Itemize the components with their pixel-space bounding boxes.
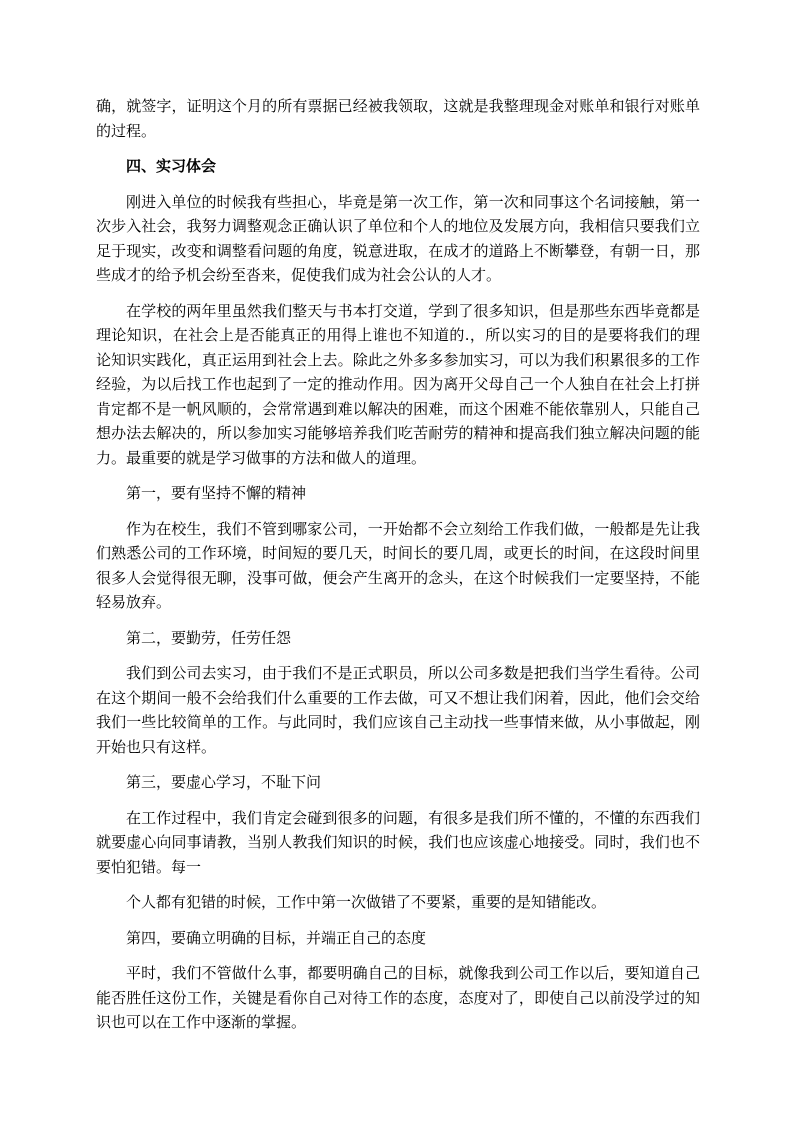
paragraph-6: 个人都有犯错的时候，工作中第一次做错了不要紧，重要的是知错能改。 (126, 893, 607, 911)
section-heading: 四、实习体会 (126, 157, 217, 175)
paragraph-3: 作为在校生，我们不管到哪家公司，一开始都不会立刻给工作我们做，一般都是先让我们熟悉公司的工作环境，时间短的要几天，时间长的要几周，或更长的时间，在这段时间里很多人会觉得很无聊，没事可做，便会产生离开的念头，在这个时候我们一定要坚持，不能轻易放弃。 (96, 519, 700, 611)
document-page (96, 94, 700, 1035)
subheading-1: 第一，要有坚持不懈的精神 (126, 484, 307, 502)
subheading-4: 第四，要确立明确的目标，并端正自己的态度 (126, 928, 427, 947)
paragraph-4: 我们到公司去实习，由于我们不是正式职员，所以公司多数是把我们当学生看待。公司在这个期间一般不会给我们什么重要的工作去做，可又不想让我们闲着，因此，他们会交给我们一些比较简单的工作。与此同时，我们应该自己主动找一些事情来做，从小事做起，刚开始也只有这样。 (96, 664, 700, 756)
paragraph-5: 在工作过程中，我们肯定会碰到很多的问题，有很多是我们所不懂的，不懂的东西我们就要虚心向同事请教，当别人教我们知识的时候，我们也应该虚心地接受。同时，我们也不要怕犯错。每一 (96, 808, 700, 876)
paragraph-intro: 确，就签字，证明这个月的所有票据已经被我领取，这就是我整理现金对账单和银行对账单的过程。 (96, 97, 700, 140)
subheading-3: 第三，要虚心学习，不耻下问 (126, 773, 322, 791)
paragraph-7: 平时，我们不管做什么事，都要明确自己的目标，就像我到公司工作以后，要知道自己能否胜任这份工作，关键是看你自己对待工作的态度，态度对了，即使自己以前没学过的知识也可以在工作中逐渐的掌握。 (96, 964, 700, 1031)
subheading-2: 第二，要勤劳，任劳任怨 (126, 628, 292, 647)
paragraph-1: 刚进入单位的时候我有些担心，毕竟是第一次工作，第一次和同事这个名词接触，第一次步入社会，我努力调整观念正确认识了单位和个人的地位及发展方向，我相信只要我们立足于现实，改变和调整看问题的角度，锐意进取，在成才的道路上不断攀登，有朝一日，那些成才的给予机会纷至沓来，促使我们成为社会公认的人才。 (96, 192, 700, 284)
paragraph-2: 在学校的两年里虽然我们整天与书本打交道，学到了很多知识，但是那些东西毕竟都是理论知识，在社会上是否能真正的用得上谁也不知道的.，所以实习的目的是要将我们的理论知识实践化，真正运用到社会上去。除此之外多多参加实习，可以为我们积累很多的工作经验，为以后找工作也起到了一定的推动作用。因为离开父母自己一个人独自在社会上打拼肯定都不是一帆风顺的，会常常遇到难以解决的困难，而这个困难不能依靠别人，只能自己想办法去解决的，所以参加实习能够培养我们吃苦耐劳的精神和提高我们独立解决问题的能力。最重要的就是学习做事的方法和做人的道理。 (96, 301, 700, 467)
